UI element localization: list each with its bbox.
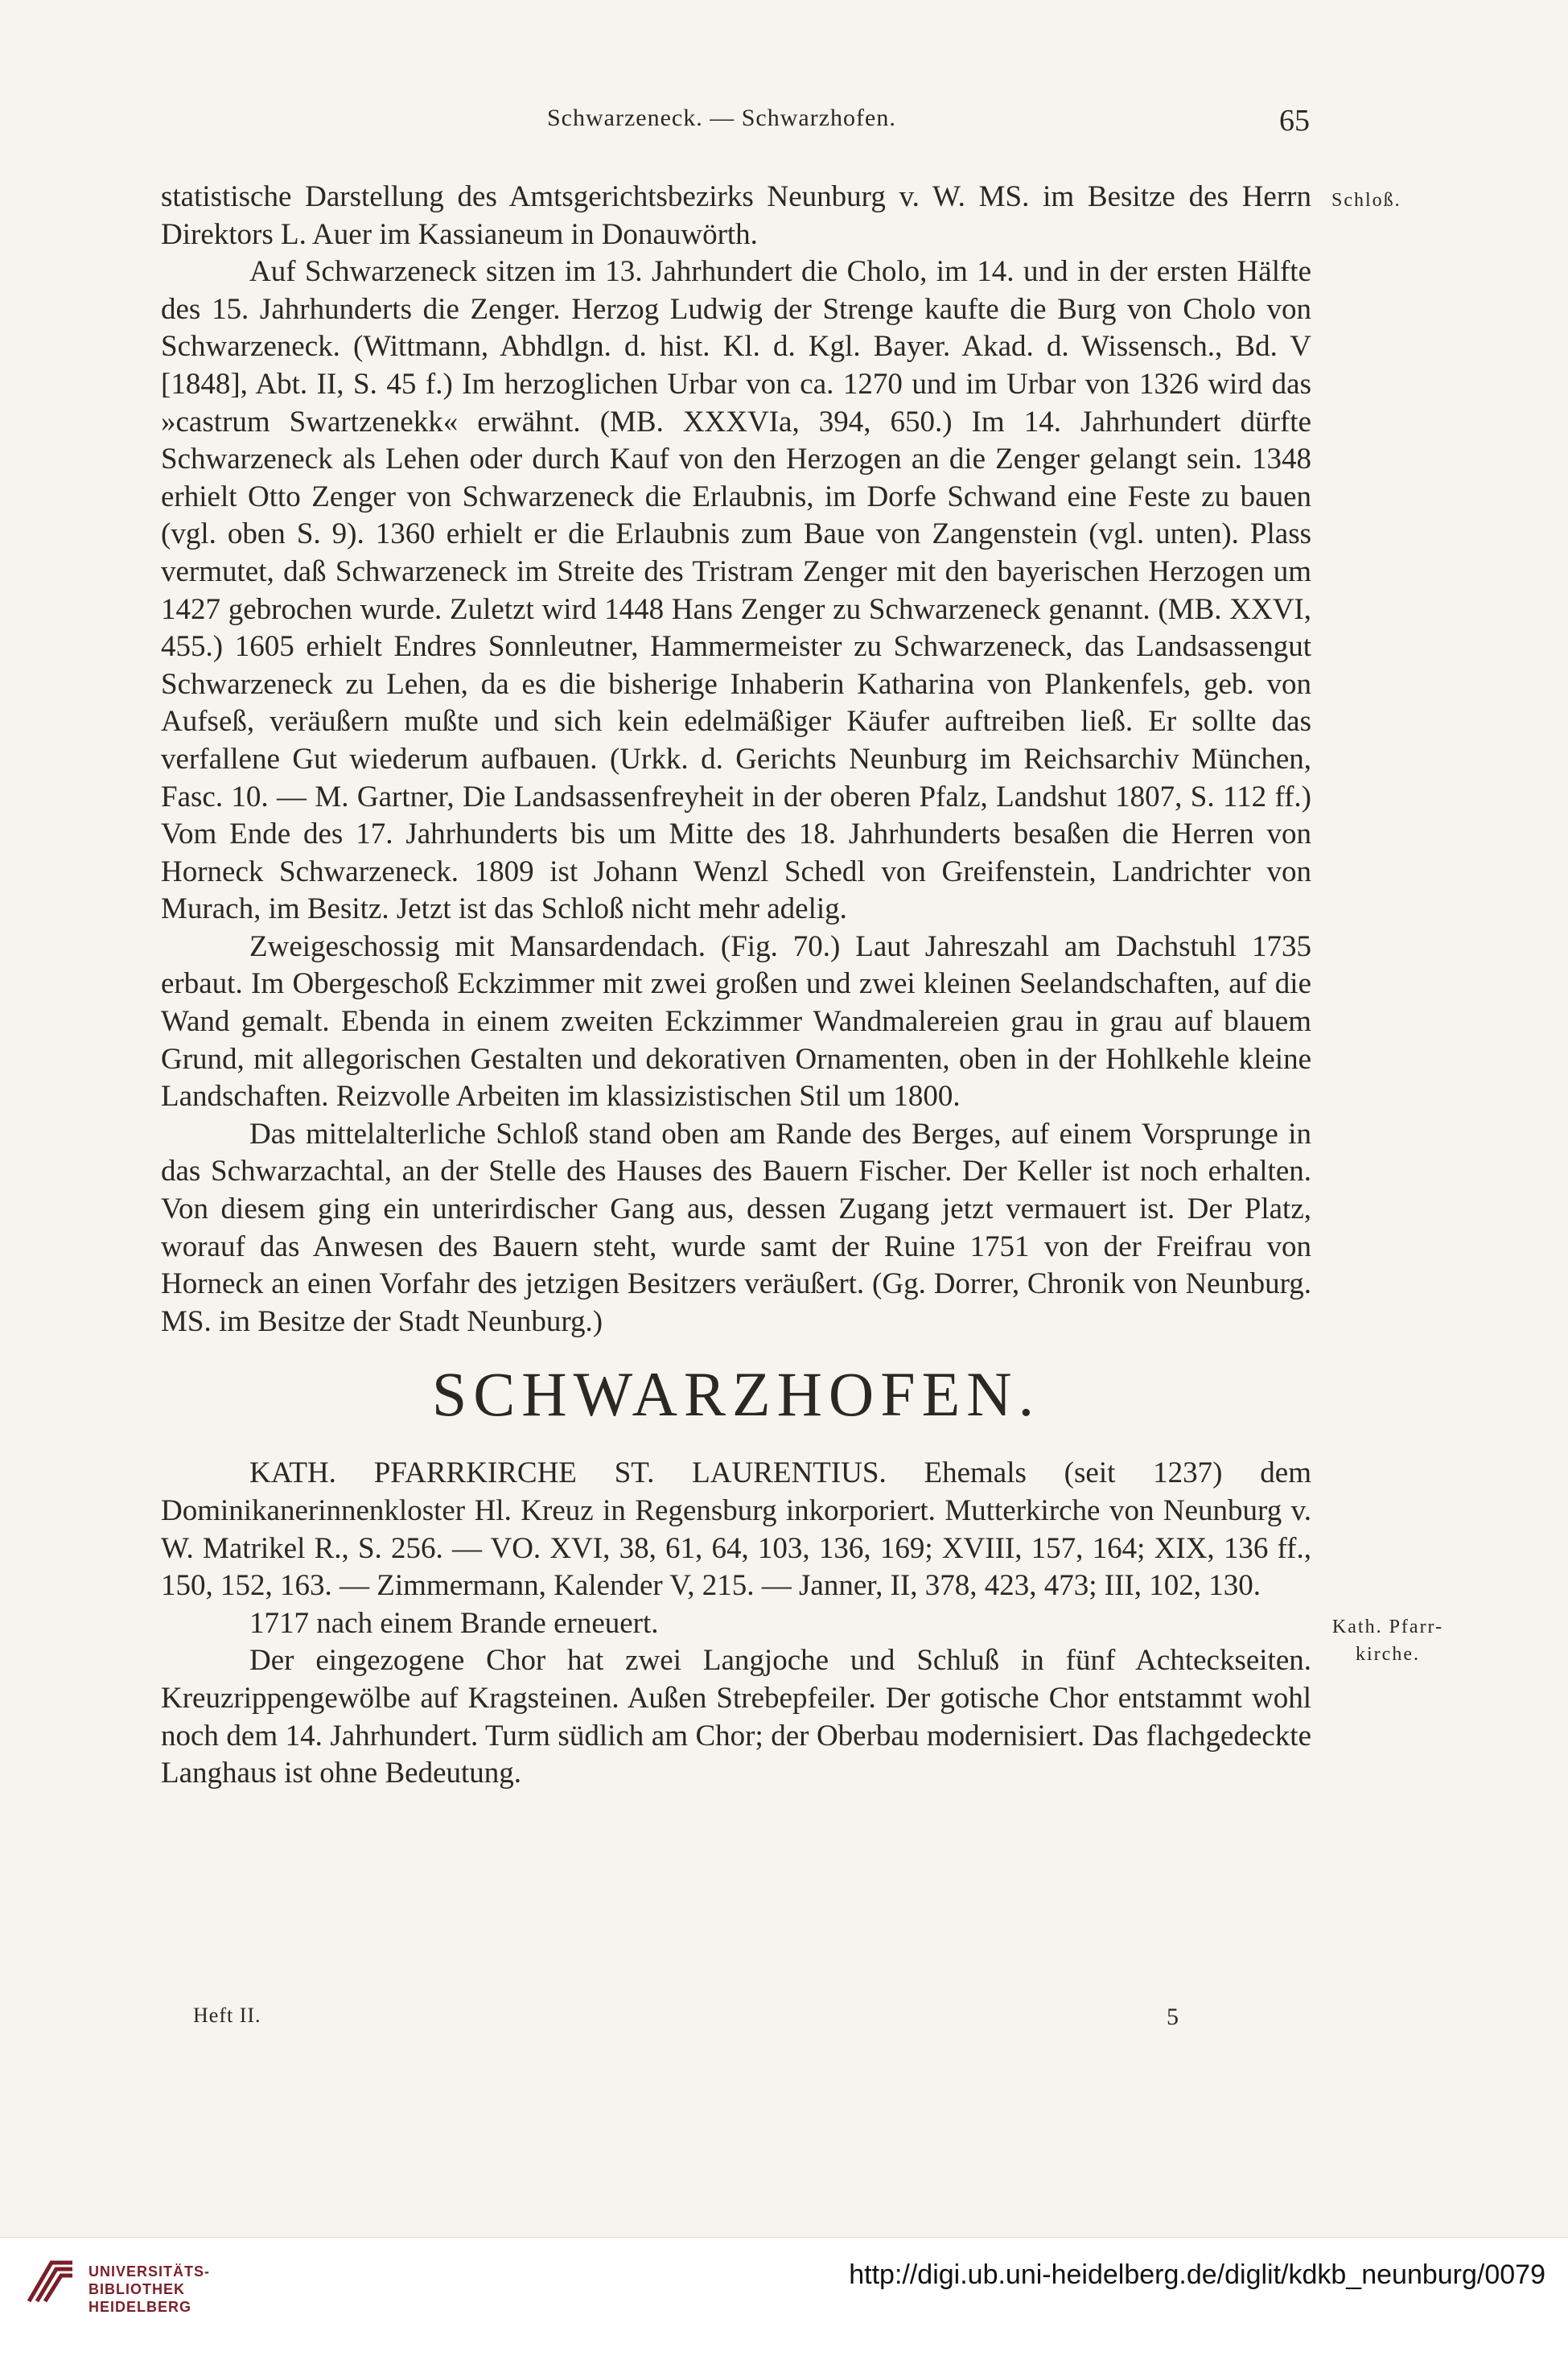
- paragraph: Zweigeschossig mit Mansardendach. (Fig. 70.) Laut Jahreszahl am Dachstuhl 1735 erbaut. Im Obergeschoß Eckzimmer mit zwei großen und zwei kleinen Seelandschaften, auf die Wand gemalt. Ebenda in einem zweiten Eckzimmer Wandmalereien grau in grau auf blauem Grund, mit allegorischen Gestalten und dekorativen Ornamenten, oben in der Hohlkehle kleine Landschaften. Reizvolle Arbeiten im klassizistischen Stil um 1800.: [161, 929, 1311, 1114]
- margin-note-schloss: Schloß.: [1331, 190, 1401, 211]
- footer-heft: Heft II.: [193, 2004, 261, 2027]
- section-heading: SCHWARZHOFEN.: [431, 1359, 1041, 1430]
- paragraph: Der eingezogene Chor hat zwei Langjoche und Schluß in fünf Achteckseiten. Kreuzrippengewölbe auf Kragsteinen. Außen Strebepfeiler. Der gotische Chor entstammt wohl noch dem 14. Jahrhundert. Turm südlich am Chor; der Oberbau modernisiert. Das flachgedeckte Langhaus ist ohne Bedeutung.: [161, 1644, 1311, 1790]
- library-name: [88, 2263, 210, 2316]
- paragraph: statistische Darstellung des Amtsgerichtsbezirks Neunburg v. W. MS. im Besitze des Herrn Direktors L. Auer im Kassianeum in Donauwörth.: [161, 180, 1311, 251]
- paragraph: 1717 nach einem Brande erneuert.: [249, 1606, 659, 1640]
- library-name-line: UNIVERSITÄTS-: [88, 2263, 211, 2280]
- paragraph: Auf Schwarzeneck sitzen im 13. Jahrhundert die Cholo, im 14. und in der ersten Hälfte des 15. Jahrhunderts die Zenger. Herzog Ludwig der Strenge kaufte die Burg von Cholo von Schwarzeneck. (Wittmann, Abhdlgn. d. hist. Kl. d. Kgl. Bayer. Akad. d. Wissensch., Bd. V [1848], Abt. II, S. 45 f.) Im herzoglichen Urbar von ca. 1270 und im Urbar von 1326 wird das »castrum Swartzenekk« erwähnt. (MB. XXXVIa, 394, 650.) Im 14. Jahrhundert dürfte Schwarzeneck als Lehen oder durch Kauf von den Herzogen an die Zenger gelangt sein. 1348 erhielt Otto Zenger von Schwarzeneck die Erlaubnis, im Dorfe Schwand eine Feste zu bauen (vgl. oben S. 9). 1360 erhielt er die Erlaubnis zum Baue von Zangenstein (vgl. unten). Plass vermutet, daß Schwarzeneck im Streite des Tristram Zenger mit den bayerischen Herzogen um 1427 gebrochen wurde. Zuletzt wird 1448 Hans Zenger zu Schwarzeneck genannt. (MB. XXVI, 455.) 1605 erhielt Endres Sonnleutner, Hammermeister zu Schwarzeneck, das Landsassengut Schwarzeneck zu Lehen, da es die bisherige Inhaberin Katharina von Plankenfels, geb. von Aufseß, veräußern mußte und sich kein edelmäßiger Käufer auftreiben ließ. Er sollte das verfallene Gut wiederum aufbauen. (Urkk. d. Gerichts Neunburg im Reichsarchiv München, Fasc. 10. — M. Gartner, Die Landsassenfreyheit in der oberen Pfalz, Landshut 1807, S. 112 ff.) Vom Ende des 17. Jahrhunderts bis um Mitte des 18. Jahrhunderts besaßen die Herren von Horneck Schwarzeneck. 1809 ist Johann Wenzl Schedl von Greifenstein, Landrichter von Murach, im Besitz. Jetzt ist das Schloß nicht mehr adelig.: [161, 255, 1311, 926]
- library-name-line: HEIDELBERG: [88, 2299, 192, 2315]
- library-name-line: BIBLIOTHEK: [88, 2281, 185, 2297]
- paragraph: Das mittelalterliche Schloß stand oben am Rande des Berges, auf einem Vorsprunge in das Schwarzachtal, an der Stelle des Hauses des Bauern Fischer. Der Keller ist noch erhalten. Von diesem ging ein unterirdischer Gang aus, dessen Zugang jetzt vermauert ist. Der Platz, worauf das Anwesen des Bauern steht, wurde samt der Ruine 1751 von der Freifrau von Horneck an einen Vorfahr des jetzigen Besitzers veräußert. (Gg. Dorrer, Chronik von Neunburg. MS. im Besitze der Stadt Neunburg.): [161, 1117, 1311, 1338]
- margin-note-kath-pfarrkirche: Kath. Pfarr-kirche.: [1331, 1617, 1444, 1665]
- page-number: 65: [1279, 104, 1310, 138]
- footer-signature: 5: [1167, 2004, 1179, 2030]
- running-head: Schwarzeneck. — Schwarzhofen.: [547, 105, 896, 131]
- source-url-link[interactable]: http://digi.ub.uni-heidelberg.de/diglit/kdkb_neunburg/0079: [849, 2259, 1545, 2290]
- library-footer-bar: [0, 2237, 1568, 2356]
- library-logo-icon: [23, 2253, 79, 2309]
- body-text: [161, 179, 1311, 1793]
- paragraph: KATH. PFARRKIRCHE ST. LAURENTIUS. Ehemals (seit 1237) dem Dominikanerinnenkloster Hl. Kreuz in Regensburg inkorporiert. Mutterkirche von Neunburg v. W. Matrikel R., S. 256. — VO. XVI, 38, 61, 64, 103, 136, 169; XVIII, 157, 164; XIX, 136 ff., 150, 152, 163. — Zimmermann, Kalender V, 215. — Janner, II, 378, 423, 473; III, 102, 130.: [161, 1456, 1311, 1603]
